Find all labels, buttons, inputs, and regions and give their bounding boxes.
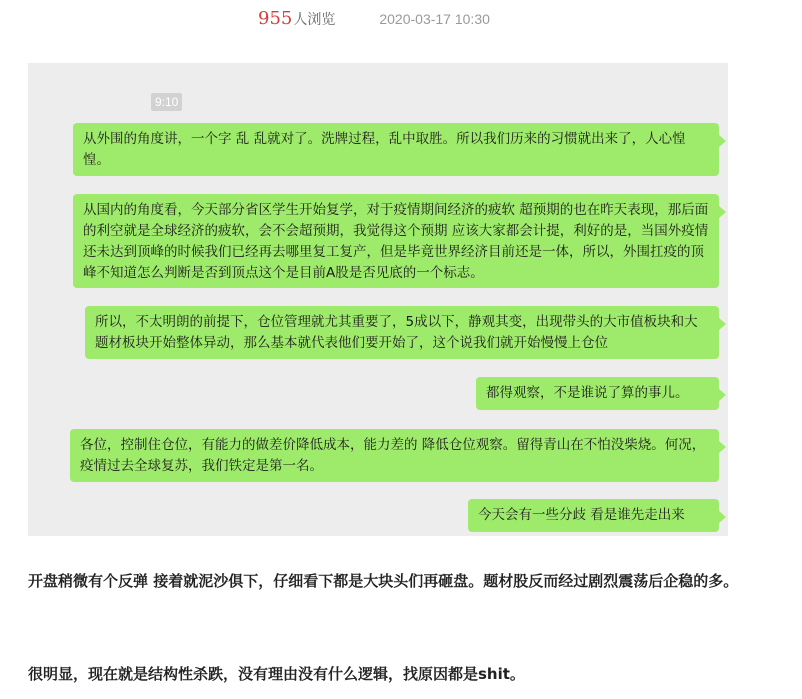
chat-message-bubble: 今天会有一些分歧 看是谁先走出来 [468,499,719,532]
chat-message-bubble: 各位，控制住仓位，有能力的做差价降低成本，能力差的 降低仓位观察。留得青山在不怕没柴烧。何况，疫情过去全球复苏，我们铁定是第一名。 [70,429,719,482]
chat-message-bubble: 所以，不太明朗的前提下，仓位管理就尤其重要了，5成以下，静观其变，出现带头的大市值板块和大题材板块开始整体异动，那么基本就代表他们要开始了，这个说我们就开始慢慢上仓位 [85,306,719,359]
article-paragraph: 很明显，现在就是结构性杀跌，没有理由没有什么逻辑，找原因都是shit。 [28,665,525,683]
views-count: 955 [258,8,293,29]
article-meta [258,8,490,34]
chat-message-bubble: 从外围的角度讲，一个字 乱 乱就对了。洗牌过程，乱中取胜。所以我们历来的习惯就出来了，人心惶惶。 [73,123,719,176]
views-label: 人浏览 [293,12,336,28]
chat-timestamp: 9:10 [151,93,182,111]
chat-screenshot [28,63,728,536]
chat-message-bubble: 都得观察，不是谁说了算的事儿。 [476,377,719,410]
article-paragraph: 开盘稍微有个反弹 接着就泥沙俱下，仔细看下都是大块头们再砸盘。题材股反而经过剧烈震荡后企稳的多。 [28,572,739,590]
chat-message-bubble: 从国内的角度看，今天部分省区学生开始复学，对于疫情期间经济的疲软 超预期的也在昨天表现，那后面的利空就是全球经济的疲软，会不会超预期，我觉得这个预期 应该大家都会计提，利好的是，当国外疫情还未达到顶峰的时候我们已经再去哪里复工复产，但是毕竟世界经济目前还是一体，所以，外围扛疫的顶峰不知道怎么判断是否到顶点这个是目前A股是否见底的一个标志。 [73,194,719,288]
publish-date: 2020-03-17 10:30 [379,11,490,27]
